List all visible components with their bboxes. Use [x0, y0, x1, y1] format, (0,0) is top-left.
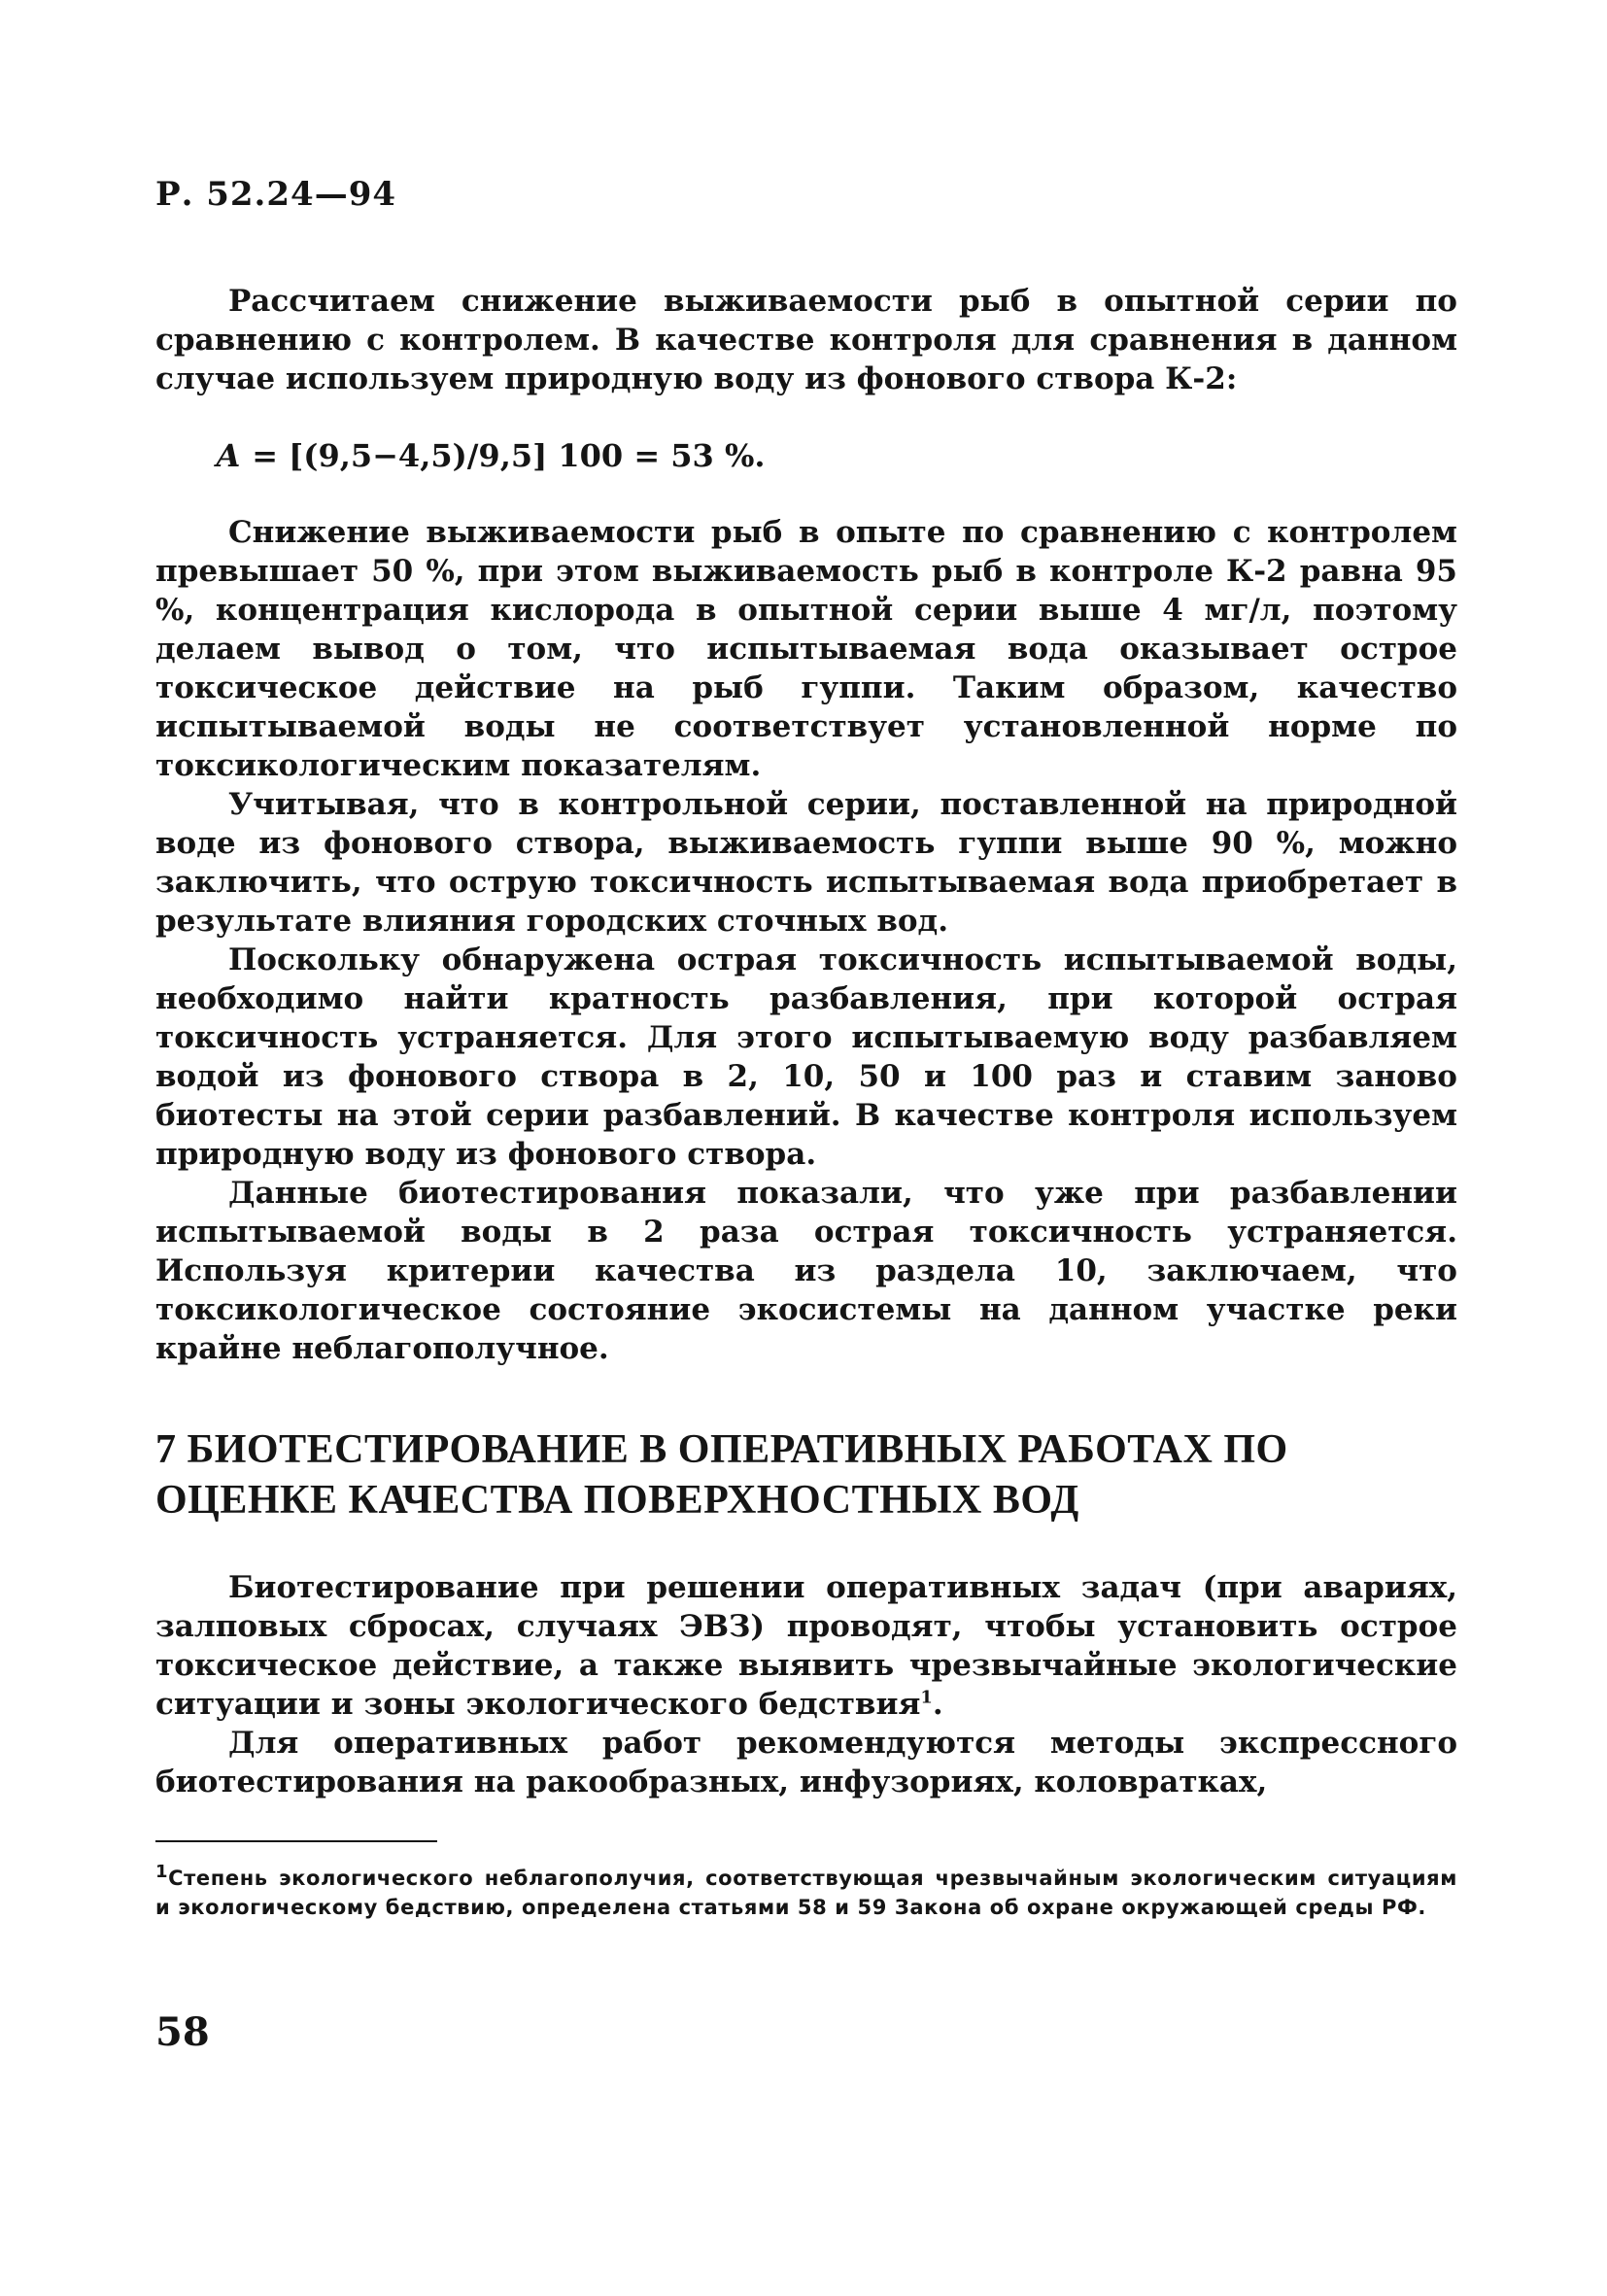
paragraph-section-intro-end: .: [932, 1687, 943, 1722]
paragraph-conclusion: Снижение выживаемости рыб в опыте по сравнению с контролем превышает 50 %, при этом выживаемость рыб в контроле К-2 равна 95 %, концентрация кислорода в опытной серии выше 4 мг/л, поэтому делаем вывод о том, что испытываемая вода оказывает острое токсическое действие на рыб гуппи. Таким образом, качество испытываемой воды не соответствует установленной норме по токсикологическим показателям.: [155, 515, 1457, 783]
formula-expression: = [(9,5−4,5)/9,5] 100 = 53 %.: [241, 437, 766, 474]
document-page: [155, 175, 1457, 2055]
paragraph-dilution: Поскольку обнаружена острая токсичность испытываемой воды, необходимо найти кратность разбавления, при которой острая токсичность устраняется. Для этого испытываемую воду разбавляем водой из фонового створа в 2, 10, 50 и 100 раз и ставим заново биотесты на этой серии разбавлений. В качестве контроля используем природную воду из фонового створа.: [155, 942, 1457, 1172]
footnote-text: Степень экологического неблагополучия, соответствующая чрезвычайным экологическим ситуациям и экологическому бедствию, определена статьями 58 и 59 Закона об охране окружающей среды РФ.: [155, 1867, 1457, 1919]
footnote-divider: [155, 1840, 437, 1842]
formula-variable: А: [216, 437, 242, 474]
formula: [216, 437, 1457, 474]
paragraph-section-intro: [155, 1568, 1457, 1724]
section-heading: 7 БИОТЕСТИРОВАНИЕ В ОПЕРАТИВНЫХ РАБОТАХ ПО ОЦЕНКЕ КАЧЕСТВА ПОВЕРХНОСТНЫХ ВОД: [155, 1427, 1288, 1523]
page-number: 58: [155, 2009, 210, 2055]
footnote-reference: 1: [920, 1687, 933, 1708]
paragraph-control-series: Учитывая, что в контрольной серии, поставленной на природной воде из фонового створа, выживаемость гуппи выше 90 %, можно заключить, что острую токсичность испытываемая вода приобретает в результате влияния городских сточных вод.: [155, 787, 1457, 939]
footnote-mark: 1: [155, 1862, 169, 1882]
document-code-header: Р. 52.24—94: [155, 175, 397, 214]
paragraph-intro: Рассчитаем снижение выживаемости рыб в опытной серии по сравнению с контролем. В качестве контроля для сравнения в данном случае используем природную воду из фонового створа К-2:: [155, 284, 1457, 396]
paragraph-results: Данные биотестирования показали, что уже при разбавлении испытываемой воды в 2 раза острая токсичность устраняется. Используя критерии качества из раздела 10, заключаем, что токсикологическое состояние экосистемы на данном участке реки крайне неблагополучное.: [155, 1176, 1457, 1366]
paragraph-section-methods: Для оперативных работ рекомендуются методы экспрессного биотестирования на ракообразных, инфузориях, коловратках,: [155, 1726, 1457, 1799]
paragraph-section-intro-text: Биотестирование при решении оперативных задач (при авариях, залповых сбросах, случаях ЭВЗ) проводят, чтобы установить острое токсическое действие, а также выявить чрезвычайные экологические ситуации и зоны экологического бедствия: [155, 1570, 1457, 1722]
footnote: [155, 1864, 1457, 1922]
